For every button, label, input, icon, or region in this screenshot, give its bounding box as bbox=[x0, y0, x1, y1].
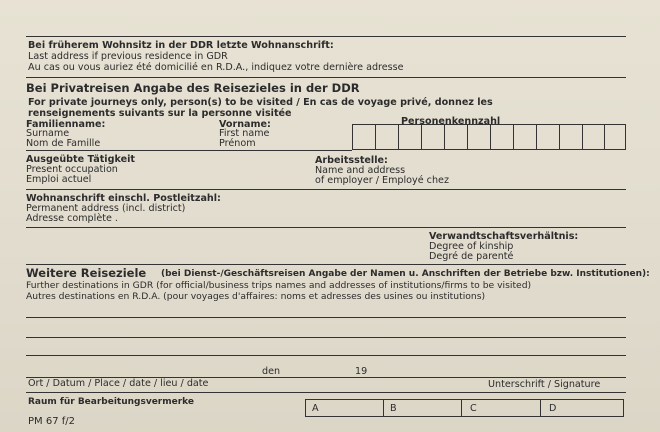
divider bbox=[26, 36, 626, 37]
employer-label-fr: of employer / Employé chez bbox=[315, 175, 449, 186]
occupation-label-fr: Emploi actuel bbox=[26, 174, 92, 185]
prev-address-en: Last address if previous residence in GDR bbox=[28, 51, 228, 62]
private-trips-line1: For private journeys only, person(s) to be visited / En cas de voyage privé, donnez les bbox=[28, 97, 493, 108]
id-digit-divider bbox=[513, 125, 514, 149]
further-line-3[interactable] bbox=[26, 355, 626, 356]
private-trips-line2: renseignements suivants sur la personne visitée bbox=[28, 108, 292, 119]
address-line[interactable] bbox=[26, 227, 626, 228]
id-digit-divider bbox=[490, 125, 491, 149]
processing-box-d[interactable] bbox=[540, 399, 624, 417]
prev-address-title: Bei früherem Wohnsitz in der DDR letzte Wohnanschrift: bbox=[28, 40, 334, 51]
kinship-label-fr: Degré de parenté bbox=[429, 251, 514, 262]
firstname-label-en: First name bbox=[219, 128, 270, 139]
employer-label-en: Name and address bbox=[315, 165, 406, 176]
further-en: Further destinations in GDR (for official/business trips names and addresses of institutions/firms to be visited) bbox=[26, 280, 532, 291]
firstname-label-de: Vorname: bbox=[219, 119, 271, 130]
further-line-2[interactable] bbox=[26, 337, 626, 338]
processing-box-a[interactable] bbox=[305, 399, 384, 417]
prev-address-line[interactable] bbox=[26, 77, 626, 78]
kinship-label-de: Verwandtschaftsverhältnis: bbox=[429, 231, 579, 242]
id-digit-divider bbox=[444, 125, 445, 149]
form-code: PM 67 f/2 bbox=[28, 416, 75, 427]
id-digit-divider bbox=[467, 125, 468, 149]
id-digit-divider bbox=[536, 125, 537, 149]
private-trips-title: Bei Privatreisen Angabe des Reisezieles in der DDR bbox=[26, 81, 360, 95]
further-title-note: (bei Dienst-/Geschäftsreisen Angabe der Namen u. Anschriften der Betriebe bzw. Institutionen): bbox=[161, 269, 650, 279]
occupation-label-de: Ausgeübte Tätigkeit bbox=[26, 154, 135, 165]
kinship-line[interactable] bbox=[26, 264, 626, 265]
processing-box-c-label: C bbox=[470, 403, 477, 414]
processing-label: Raum für Bearbeitungsvermerke bbox=[28, 397, 195, 407]
id-digit-divider bbox=[582, 125, 583, 149]
surname-line[interactable] bbox=[26, 150, 352, 151]
id-digit-divider bbox=[559, 125, 560, 149]
address-label-en: Permanent address (incl. district) bbox=[26, 203, 186, 214]
prev-address-fr: Au cas ou vous auriez été domicilié en R.D.A., indiquez votre dernière adresse bbox=[28, 62, 404, 73]
processing-box-b[interactable] bbox=[383, 399, 462, 417]
id-digit-divider bbox=[398, 125, 399, 149]
address-label-fr: Adresse complète . bbox=[26, 213, 118, 224]
further-fr: Autres destinations en R.D.A. (pour voyages d'affaires: noms et adresses des usines ou institutions) bbox=[26, 291, 486, 302]
firstname-label-fr: Prénom bbox=[219, 138, 256, 149]
further-title: Weitere Reiseziele bbox=[26, 266, 147, 280]
place-date-label: Ort / Datum / Place / date / lieu / date bbox=[28, 378, 209, 389]
id-digit-divider bbox=[421, 125, 422, 149]
id-number-boxes[interactable] bbox=[352, 124, 626, 150]
id-number-label: Personenkennzahl bbox=[401, 116, 501, 127]
occupation-line[interactable] bbox=[26, 189, 626, 190]
further-line-1[interactable] bbox=[26, 317, 626, 318]
den-label: den bbox=[262, 366, 281, 377]
year-prefix: 19 bbox=[355, 366, 368, 377]
address-label-de: Wohnanschrift einschl. Postleitzahl: bbox=[26, 193, 221, 204]
surname-label-de: Familienname: bbox=[26, 119, 106, 130]
surname-label-fr: Nom de Famille bbox=[26, 138, 101, 149]
signature-label: Unterschrift / Signature bbox=[488, 379, 601, 390]
id-digit-divider bbox=[375, 125, 376, 149]
surname-label-en: Surname bbox=[26, 128, 70, 139]
processing-box-d-label: D bbox=[549, 403, 557, 414]
employer-label-de: Arbeitsstelle: bbox=[315, 155, 388, 166]
divider bbox=[26, 392, 626, 393]
processing-box-a-label: A bbox=[312, 403, 319, 414]
kinship-label-en: Degree of kinship bbox=[429, 241, 514, 252]
processing-box-c[interactable] bbox=[461, 399, 541, 417]
occupation-label-en: Present occupation bbox=[26, 164, 118, 175]
id-digit-divider bbox=[604, 125, 605, 149]
processing-box-b-label: B bbox=[390, 403, 397, 414]
